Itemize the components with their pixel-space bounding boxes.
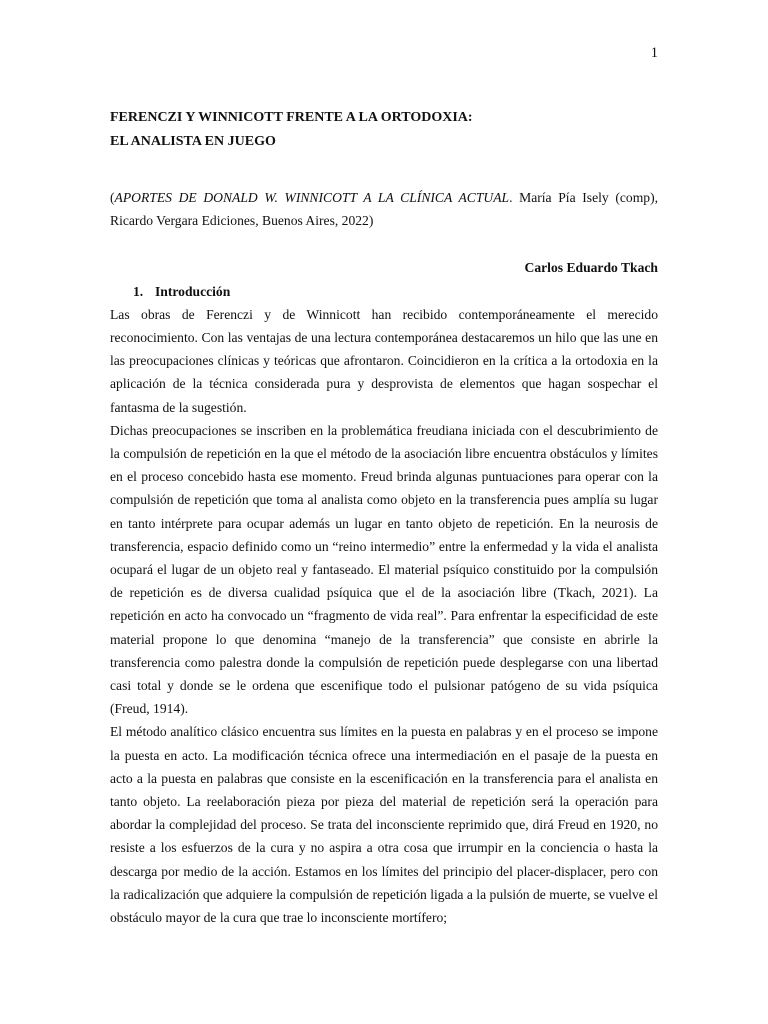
body-paragraph-1: Las obras de Ferenczi y de Winnicott han recibido contemporáneamente el merecido reconocimiento. Con las ventajas de una lectura contemporánea destacaremos un hilo que las une en las preocupaciones clínicas y teóricas que afrontaron. Coincidieron en la crítica a la ortodoxia en la aplicación de la técnica considerada pura y desprovista de elementos que hagan sospechar el fantasma de la sugestión. <box>110 306 658 415</box>
document-title <box>110 106 658 154</box>
body-paragraph-3: El método analítico clásico encuentra sus límites en la puesta en palabras y en el proceso se impone la puesta en acto. La modificación técnica ofrece una intermediación en el pasaje de la puesta en acto a la puesta en palabras que consiste en la escenificación en la transferencia para el analista en tanto objeto. La reelaboración pieza por pieza del material de repetición será la operación para abordar la complejidad del proceso. Se trata del inconsciente reprimido que, dirá Freud en 1920, no resiste a los esfuerzos de la cura y no aspira a otra cosa que irrumpir en la conciencia o hasta la descarga por medio de la acción. Estamos en los límites del principio del placer-displacer, pero con la radicalización que adquiere la compulsión de repetición ligada a la pulsión de muerte, se vuelve el obstáculo mayor de la cura que trae lo inconsciente mortífero; <box>110 724 658 926</box>
section-heading <box>110 280 658 303</box>
document-body <box>110 106 658 929</box>
page-number: 1 <box>650 45 658 61</box>
publication-reference <box>110 186 658 232</box>
reference-open-paren: ( <box>110 190 115 205</box>
section-number: 1. <box>133 283 144 299</box>
author-name: Carlos Eduardo Tkach <box>524 260 658 276</box>
title-line-1: FERENCZI Y WINNICOTT FRENTE A LA ORTODOXIA: <box>110 110 473 125</box>
reference-details: . María Pía Isely (comp), Ricardo Vergara Ediciones, Buenos Aires, 2022) <box>110 190 658 229</box>
section-title: Introducción <box>155 283 231 299</box>
body-paragraph-2: Dichas preocupaciones se inscriben en la problemática freudiana iniciada con el descubrimiento de la compulsión de repetición en la que el método de la asociación libre encuentra obstáculos y límites en el proceso concebido hasta ese momento. Freud brinda algunas puntuaciones para operar con la compulsión de repetición que toma al analista como objeto en la transferencia pues amplía su lugar en tanto intérprete para ocupar además un lugar en tanto objeto de repetición. En la neurosis de transferencia, espacio definido como un “reino intermedio” entre la enfermedad y la vida el analista ocupará el lugar de un objeto real y fantaseado. El material psíquico constituido por la compulsión de repetición es de diversa cualidad psíquica que el de la asociación libre (Tkach, 2021). La repetición en acto ha convocado un “fragmento de vida real”. Para enfrentar la especificidad de este material propone lo que denomina “manejo de la transferencia” que consiste en abrirle la transferencia como palestra donde la compulsión de repetición puede desplegarse con una libertad casi total y donde se le ordena que escenifique todo el pulsionar patógeno de su vida psíquica (Freud, 1914). <box>110 422 658 717</box>
reference-book-title: APORTES DE DONALD W. WINNICOTT A LA CLÍNICA ACTUAL <box>114 190 510 205</box>
title-line-2: EL ANALISTA EN JUEGO <box>110 134 276 149</box>
